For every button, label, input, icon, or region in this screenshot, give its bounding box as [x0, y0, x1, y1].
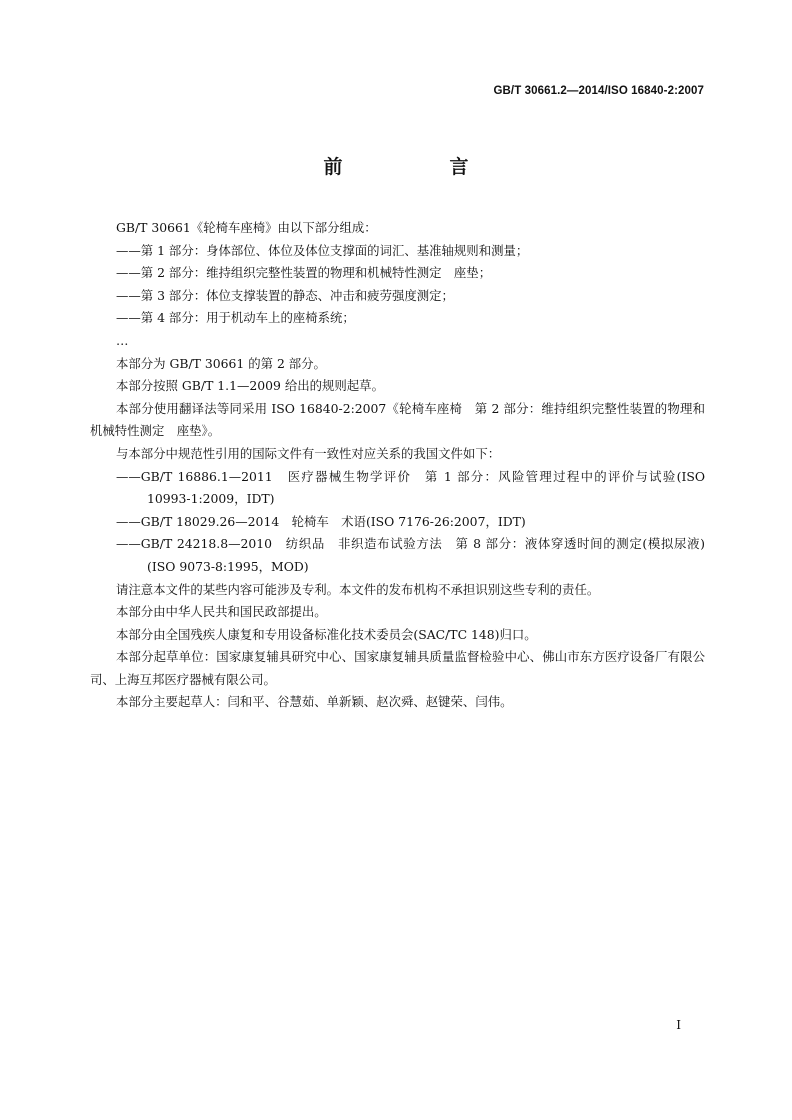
paragraph-intro: GB/T 30661《轮椅车座椅》由以下部分组成： — [116, 220, 377, 235]
paragraph-drafters: 本部分主要起草人：闫和平、谷慧茹、单新颖、赵次舜、赵键荣、闫伟。 — [116, 694, 513, 710]
paragraph-proposer: 本部分由中华人民共和国民政部提出。 — [116, 604, 327, 620]
paragraph-drafting-rules: 本部分按照 GB/T 1.1—2009 给出的规则起草。 — [116, 378, 384, 394]
paragraph-committee: 本部分由全国残疾人康复和专用设备标准化技术委员会(SAC/TC 148)归口。 — [116, 626, 537, 642]
paragraph-adoption: 本部分使用翻译法等同采用 ISO 16840-2:2007《轮椅车座椅 第 2 部分：维持组织完整性装置的物理和机械特性测定 座垫》。 — [90, 400, 705, 439]
page-number: I — [676, 1018, 681, 1032]
list-item-part-1: ——第 1 部分：身体部位、体位及体位支撑面的词汇、基准轴规则和测量； — [116, 242, 529, 258]
paragraph-reference-intro: 与本部分中规范性引用的国际文件有一致性对应关系的我国文件如下： — [116, 445, 501, 461]
page-title: 前 言 — [323, 156, 513, 178]
paragraph-drafting-units: 本部分起草单位：国家康复辅具研究中心、国家康复辅具质量监督检验中心、佛山市东方医疗设备厂有限公司、上海互邦医疗器械有限公司。 — [90, 649, 705, 687]
reference-item-3: ——GB/T 24218.8—2010 纺织品 非织造布试验方法 第 8 部分：液体穿透时间的测定(模拟尿液)(ISO 9073-8:1995，MOD) — [116, 536, 705, 574]
list-item-part-3: ——第 3 部分：体位支撑装置的静态、冲击和疲劳强度测定； — [116, 287, 454, 303]
paragraph-part-statement: 本部分为 GB/T 30661 的第 2 部分。 — [116, 355, 326, 371]
reference-item-1: ——GB/T 16886.1—2011 医疗器械生物学评价 第 1 部分：风险管理过程中的评价与试验(ISO 10993-1:2009，IDT) — [116, 468, 705, 507]
paragraph-patent-notice: 请注意本文件的某些内容可能涉及专利。本文件的发布机构不承担识别这些专利的责任。 — [116, 581, 600, 597]
list-item-part-2: ——第 2 部分：维持组织完整性装置的物理和机械特性测定 座垫； — [116, 265, 492, 281]
reference-item-2: ——GB/T 18029.26—2014 轮椅车 术语(ISO 7176-26:2007，IDT) — [116, 513, 526, 529]
list-item-part-4: ——第 4 部分：用于机动车上的座椅系统； — [116, 310, 355, 326]
document-body — [90, 217, 705, 714]
list-ellipsis: … — [116, 332, 129, 348]
standard-code: GB/T 30661.2—2014/ISO 16840-2:2007 — [493, 85, 704, 97]
